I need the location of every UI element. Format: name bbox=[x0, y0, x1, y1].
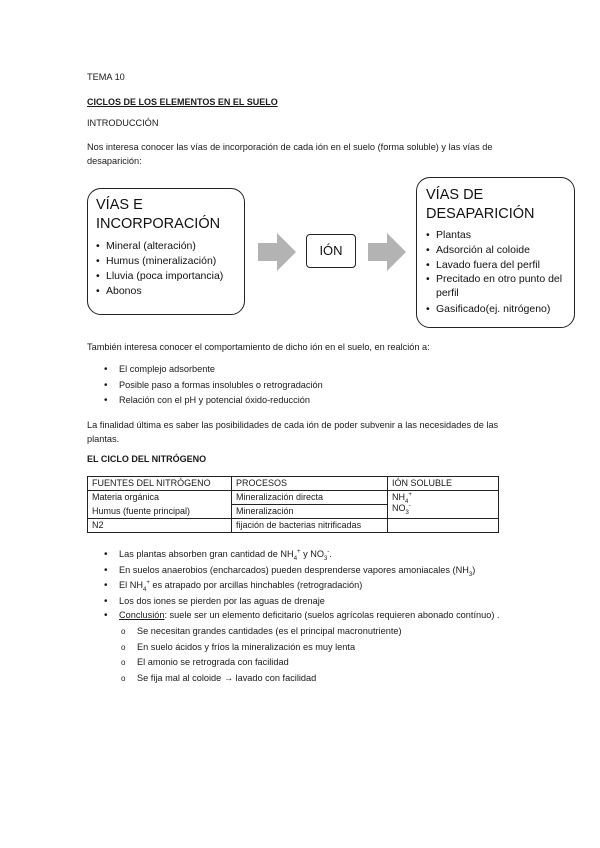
nitrogen-item bbox=[87, 547, 514, 563]
table-cell: Materia orgánica bbox=[88, 491, 232, 505]
behaviour-item: • Posible paso a formas insolubles o retrogradación bbox=[87, 378, 323, 394]
table-row bbox=[88, 519, 499, 533]
nitrogen-item: • Los dos iones se pierden por las aguas de drenaje bbox=[87, 594, 514, 610]
table-cell: Humus (fuente principal) bbox=[88, 505, 232, 519]
disappearance-title-2: DESAPARICIÓN bbox=[426, 206, 535, 222]
disappearance-item: • Adsorción al coloide bbox=[426, 243, 566, 258]
incorporation-item: • Humus (mineralización) bbox=[96, 254, 223, 269]
incorporation-title-2: INCORPORACIÓN bbox=[96, 216, 221, 232]
nitrogen-sub-item: o Se necesitan grandes cantidades (es el principal macronutriente) bbox=[87, 624, 514, 640]
disappearance-box bbox=[416, 177, 575, 328]
behaviour-text: También interesa conocer el comportamiento de dicho ión en el suelo, en realción a: bbox=[87, 342, 430, 352]
intro-heading: INTRODUCCIÓN bbox=[87, 118, 159, 128]
behaviour-list bbox=[87, 362, 323, 409]
nitrogen-table bbox=[87, 476, 499, 533]
incorporation-box bbox=[87, 188, 245, 315]
text-part: El NH bbox=[119, 580, 143, 590]
table-row bbox=[88, 491, 499, 505]
table-header-cell: IÓN SOLUBLE bbox=[388, 477, 499, 491]
disappearance-item: • Precitado en otro punto del perfil bbox=[426, 273, 566, 302]
text-sub: 3 bbox=[324, 555, 328, 562]
nitrogen-list bbox=[87, 547, 514, 686]
ion-base: NO bbox=[392, 503, 406, 513]
incorporation-item: • Lluvia (poca importancia) bbox=[96, 269, 223, 284]
incorporation-list bbox=[96, 239, 223, 299]
disappearance-item: • Lavado fuera del perfil bbox=[426, 258, 566, 273]
table-cell bbox=[388, 519, 499, 533]
nitrogen-sub-item: o En suelo ácidos y fríos la mineralización es muy lenta bbox=[87, 640, 514, 656]
disappearance-item: • Gasificado(ej. nitrógeno) bbox=[426, 302, 566, 317]
incorporation-title-1: VÍAS E bbox=[96, 197, 143, 213]
text-part: y NO bbox=[300, 549, 325, 559]
ion-base: NH bbox=[392, 492, 405, 502]
text-part: Las plantas absorben gran cantidad de NH bbox=[119, 549, 294, 559]
ion-sup: - bbox=[408, 503, 411, 509]
incorporation-item: • Abonos bbox=[96, 284, 223, 299]
nitrogen-sub-item: o Se fija mal al coloide → lavado con facilidad bbox=[87, 671, 514, 687]
ion-sup: + bbox=[408, 492, 412, 498]
conclusion-text: : suele ser un elemento deficitario (suelos agrícolas requieren abonado contínuo) . bbox=[164, 610, 500, 620]
text-part: En suelos anaerobios (encharcados) pueden desprenderse vapores amoniacales (NH bbox=[119, 564, 469, 575]
ion-box: IÓN bbox=[306, 234, 356, 268]
text-part: . bbox=[329, 549, 332, 559]
incorporation-item: • Mineral (alteración) bbox=[96, 239, 223, 254]
intro-text: Nos interesa conocer las vías de incorporación de cada ión en el suelo (forma soluble) y las vías de desaparición: bbox=[87, 142, 493, 166]
behaviour-item: • El complejo adsorbente bbox=[87, 362, 323, 378]
ion-sub: 3 bbox=[405, 509, 409, 516]
behaviour-item: • Relación con el pH y potencial óxido-reducción bbox=[87, 393, 323, 409]
table-cell: fijación de bacterias nitrificadas bbox=[232, 519, 388, 533]
text-sub: 4 bbox=[143, 586, 147, 593]
ion-ammonium bbox=[392, 492, 494, 503]
text-sub: 4 bbox=[293, 555, 298, 562]
text-sup: - bbox=[327, 548, 330, 555]
disappearance-title-1: VÍAS DE bbox=[426, 187, 484, 203]
disappearance-item: • Plantas bbox=[426, 228, 566, 243]
purpose-text: La finalidad última es saber las posibilidades de cada ión de poder subvenir a las necesidades de las plantas. bbox=[87, 420, 499, 444]
table-cell-ions bbox=[388, 491, 499, 519]
ion-nitrate bbox=[392, 503, 494, 514]
text-part: ) bbox=[472, 564, 476, 575]
text-part: es atrapado por arcillas hinchables (retrogradación) bbox=[149, 580, 363, 590]
table-header-row bbox=[88, 477, 499, 491]
text-sub: 3 bbox=[468, 571, 473, 578]
conclusion-label: Conclusión bbox=[119, 610, 165, 620]
tema-label: TEMA 10 bbox=[87, 72, 125, 82]
text-sup: + bbox=[297, 548, 301, 555]
table-cell: N2 bbox=[88, 519, 232, 533]
nitrogen-item bbox=[87, 563, 514, 579]
ion-sub: 4 bbox=[405, 498, 409, 505]
disappearance-list bbox=[426, 228, 566, 317]
nitrogen-item bbox=[87, 578, 514, 594]
nitrogen-item bbox=[87, 609, 514, 624]
table-header-cell: FUENTES DEL NITRÓGENO bbox=[88, 477, 232, 491]
arrow-right-icon bbox=[258, 233, 296, 271]
table-header-cell: PROCESOS bbox=[232, 477, 388, 491]
text-sup: + bbox=[146, 579, 150, 586]
table-cell: Mineralización bbox=[232, 505, 388, 519]
nitrogen-heading: EL CICLO DEL NITRÓGENO bbox=[87, 454, 207, 464]
table-cell: Mineralización directa bbox=[232, 491, 388, 505]
nitrogen-sub-item: o El amonio se retrograda con facilidad bbox=[87, 655, 514, 671]
page-title: CICLOS DE LOS ELEMENTOS EN EL SUELO bbox=[87, 97, 278, 107]
arrow-right-icon bbox=[368, 233, 406, 271]
